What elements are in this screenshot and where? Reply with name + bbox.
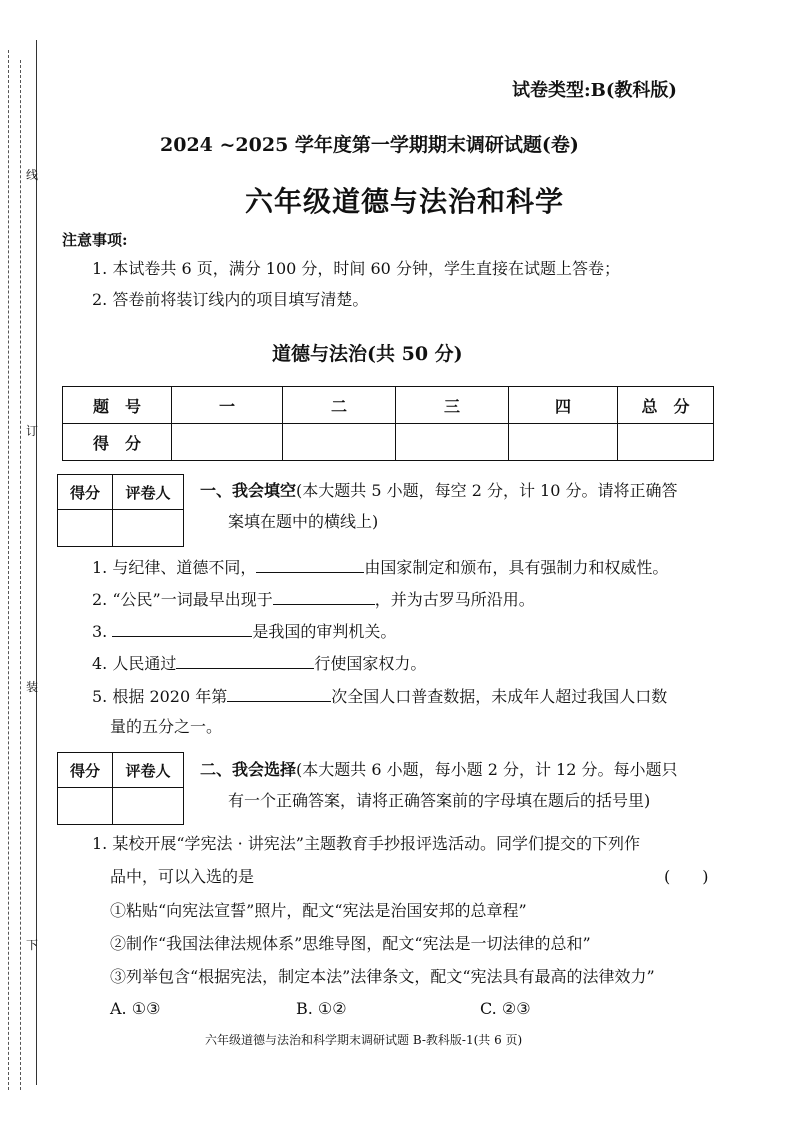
answer-blank[interactable] [273, 588, 375, 605]
fill-question-2 [92, 588, 535, 611]
question-text: 次全国人口普查数据，未成年人超过我国人口数 [331, 687, 668, 706]
binding-mark-xian: 线 [26, 168, 39, 182]
answer-blank[interactable] [112, 620, 252, 637]
grade-box-score-cell[interactable] [58, 510, 113, 547]
section2-desc-1: (本大题共 6 小题，每小题 2 分，计 12 分。每小题只 [296, 760, 678, 779]
grade-box-grader-cell[interactable] [113, 788, 184, 825]
score-table-cell: 得 分 [63, 424, 172, 461]
answer-paren[interactable]: ( ) [664, 867, 709, 886]
score-table-cell: 四 [509, 387, 618, 424]
grade-box-section1 [57, 474, 184, 547]
binding-line-dashed [8, 50, 9, 1090]
binding-line-outer [36, 40, 37, 1085]
score-table-cell: 总 分 [618, 387, 714, 424]
score-table-cell: 二 [283, 387, 396, 424]
answer-blank[interactable] [227, 685, 331, 702]
grade-box-grader-label: 评卷人 [113, 475, 184, 510]
question-text: 由国家制定和颁布，具有强制力和权威性。 [364, 558, 669, 577]
score-table-cell: 三 [396, 387, 509, 424]
question-text: ，并为古罗马所沿用。 [374, 590, 535, 609]
statement-3: ③列举包含“根据宪法，制定本法”法律条文，配文“宪法具有最高的法律效力” [110, 967, 655, 986]
page-footer: 六年级道德与法治和科学期末调研试题 B-教科版-1(共 6 页) [205, 1033, 523, 1047]
notes-item-1: 1. 本试卷共 6 页，满分 100 分，时间 60 分钟，学生直接在试题上答卷； [92, 259, 620, 278]
question-text: 2. “公民”一词最早出现于 [92, 590, 273, 609]
binding-mark-zhuang: 装 [26, 680, 39, 694]
question-text: 是我国的审判机关。 [252, 622, 397, 641]
choice-b[interactable]: B. ①② [296, 999, 347, 1018]
question-text: 行使国家权力。 [314, 654, 427, 673]
fill-question-5-cont: 量的五分之一。 [110, 717, 223, 736]
score-entry-cell[interactable] [172, 424, 283, 461]
subject-title: 道德与法治(共 50 分) [272, 343, 463, 365]
grade-box-grader-label: 评卷人 [113, 753, 184, 788]
fill-question-5 [92, 685, 667, 708]
grade-box-score-label: 得分 [58, 475, 113, 510]
grade-box-grader-cell[interactable] [113, 510, 184, 547]
grade-box-section2 [57, 752, 184, 825]
question-text: 1. 与纪律、道德不同， [92, 558, 257, 577]
choice-question-1-cont: 品中，可以入选的是 [110, 867, 255, 886]
section2-heading [200, 759, 678, 812]
section1-title: 一、我会填空 [200, 481, 297, 500]
answer-blank[interactable] [176, 652, 314, 669]
score-entry-cell[interactable] [618, 424, 714, 461]
choice-question-1: 1. 某校开展“学宪法 · 讲宪法”主题教育手抄报评选活动。同学们提交的下列作 [92, 834, 640, 853]
question-text: 5. 根据 2020 年第 [92, 687, 228, 706]
section2-desc-2: 有一个正确答案，请将正确答案前的字母填在题后的括号里) [228, 791, 651, 810]
score-table [62, 386, 714, 461]
paper-type: 试卷类型:B(教科版) [512, 80, 677, 101]
answer-blank[interactable] [256, 556, 364, 573]
fill-question-1 [92, 556, 668, 579]
statement-2: ②制作“我国法律法规体系”思维导图，配文“宪法是一切法律的总和” [110, 934, 591, 953]
score-entry-cell[interactable] [396, 424, 509, 461]
notes-heading: 注意事项: [62, 231, 128, 249]
main-title: 六年级道德与法治和科学 [245, 185, 565, 218]
section1-desc-2: 案填在题中的横线上) [228, 512, 379, 531]
binding-mark-xia: 下 [26, 938, 39, 952]
statement-1: ①粘贴“向宪法宣誓”照片，配文“宪法是治国安邦的总章程” [110, 901, 527, 920]
score-entry-cell[interactable] [509, 424, 618, 461]
question-text: 3. [92, 622, 113, 641]
score-table-header-row [63, 387, 714, 424]
section1-heading [200, 480, 678, 533]
score-entry-cell[interactable] [283, 424, 396, 461]
section2-title: 二、我会选择 [200, 760, 297, 779]
fill-question-4 [92, 652, 426, 675]
fill-question-3 [92, 620, 396, 643]
notes-item-2: 2. 答卷前将装订线内的项目填写清楚。 [92, 290, 369, 309]
binding-line-dashed-2 [20, 60, 21, 1090]
choice-c[interactable]: C. ②③ [480, 999, 531, 1018]
question-text: 4. 人民通过 [92, 654, 177, 673]
choice-a[interactable]: A. ①③ [110, 999, 161, 1018]
grade-box-score-label: 得分 [58, 753, 113, 788]
section1-desc-1: (本大题共 5 小题，每空 2 分，计 10 分。请将正确答 [296, 481, 678, 500]
binding-mark-ding: 订 [26, 424, 39, 438]
year-title: 2024 ~2025 学年度第一学期期末调研试题(卷) [160, 134, 579, 156]
score-table-score-row [63, 424, 714, 461]
score-table-cell: 题 号 [63, 387, 172, 424]
grade-box-score-cell[interactable] [58, 788, 113, 825]
score-table-cell: 一 [172, 387, 283, 424]
